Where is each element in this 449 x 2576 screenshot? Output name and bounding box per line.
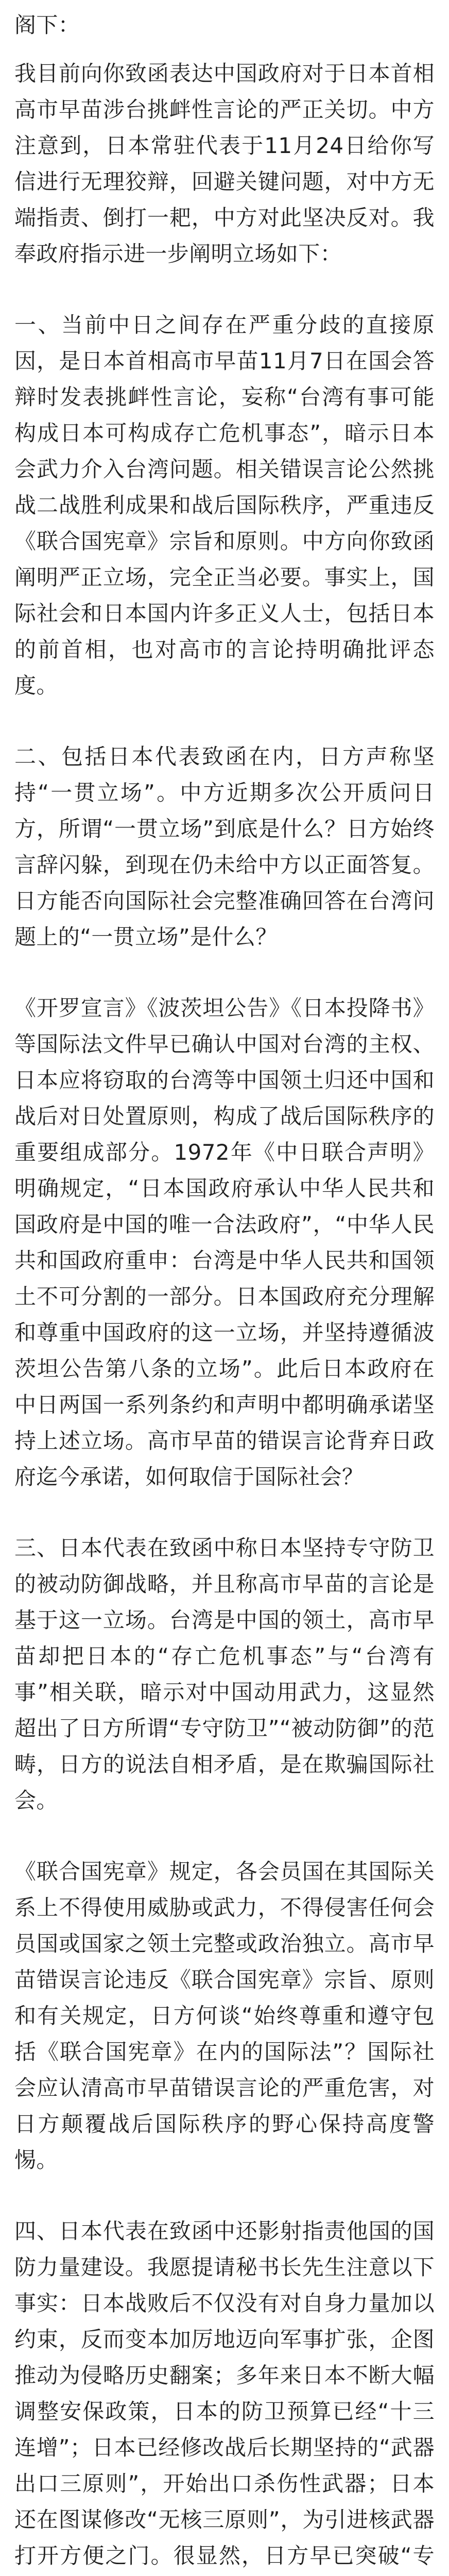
letter-paragraph-opening: 我目前向你致函表达中国政府对于日本首相高市早苗涉台挑衅性言论的严正关切。中方注意到，日本常驻代表于11月24日给你写信进行无理狡辩，回避关键问题，对中方无端指责、倒打一耙，中方对此坚决反对。我奉政府指示进一步阐明立场如下：	[14, 61, 435, 266]
letter-paragraph-un-charter: 《联合国宪章》规定，各会员国在其国际关系上不得使用威胁或武力，不得侵害任何会员国或国家之领土完整或政治独立。高市早苗错误言论违反《联合国宪章》宗旨、原则和有关规定，日方何谈“始终尊重和遵守包括《联合国宪章》在内的国际法”？国际社会应认清高市早苗错误言论的严重危害，对日方颠覆战后国际秩序的野心保持高度警惕。	[14, 1859, 435, 2173]
letter-salutation: 阁下：	[14, 12, 80, 38]
letter-paragraph-point-4: 四、日本代表在致函中还影射指责他国的国防力量建设。我愿提请秘书长先生注意以下事实：日本战败后不仅没有对自身力量加以约束，反而变本加厉地迈向军事扩张，企图推动为侵略历史翻案；多年来日本不断大幅调整安保政策，日本的防卫预算已经“十三连增”；日本已经修改战后长期坚持的“武器出口三原则”，开始出口杀伤性武器；日本还在图谋修改“无核三原则”，为引进核武器打开方便之门。很显然，日方早已突破“专	[14, 2218, 435, 2568]
letter-paragraph-point-2: 二、包括日本代表致函在内，日方声称坚持“一贯立场”。中方近期多次公开质问日方，所谓“一贯立场”到底是什么？日方始终言辞闪躲，到现在仍未给中方以正面答复。日方能否向国际社会完整准确回答在台湾问题上的“一贯立场”是什么？	[14, 744, 435, 950]
letter-paragraph-point-1: 一、当前中日之间存在严重分歧的直接原因，是日本首相高市早苗11月7日在国会答辩时发表挑衅性言论，妄称“台湾有事可能构成日本可构成存亡危机事态”，暗示日本会武力介入台湾问题。相关错误言论公然挑战二战胜利成果和战后国际秩序，严重违反《联合国宪章》宗旨和原则。中方向你致函阐明严正立场，完全正当必要。事实上，国际社会和日本国内许多正义人士，包括日本的前首相，也对高市的言论持明确批评态度。	[14, 312, 435, 698]
letter-paragraph-point-3: 三、日本代表在致函中称日本坚持专守防卫的被动防御战略，并且称高市早苗的言论是基于这一立场。台湾是中国的领土，高市早苗却把日本的“存亡危机事态”与“台湾有事”相关联，暗示对中国动用武力，这显然超出了日方所谓“专守防卫”“被动防御”的范畴，日方的说法自相矛盾，是在欺骗国际社会。	[14, 1535, 435, 1813]
letter-paragraph-legal-basis: 《开罗宣言》《波茨坦公告》《日本投降书》等国际法文件早已确认中国对台湾的主权、日本应将窃取的台湾等中国领土归还中国和战后对日处置原则，构成了战后国际秩序的重要组成部分。1972年《中日联合声明》明确规定，“日本国政府承认中华人民共和国政府是中国的唯一合法政府”，“中华人民共和国政府重申：台湾是中华人民共和国领土不可分割的一部分。日本国政府充分理解和尊重中国政府的这一立场，并坚持遵循波茨坦公告第八条的立场”。此后日本政府在中日两国一系列条约和声明中都明确承诺坚持上述立场。高市早苗的错误言论背弃日政府迄今承诺，如何取信于国际社会？	[14, 995, 435, 1489]
